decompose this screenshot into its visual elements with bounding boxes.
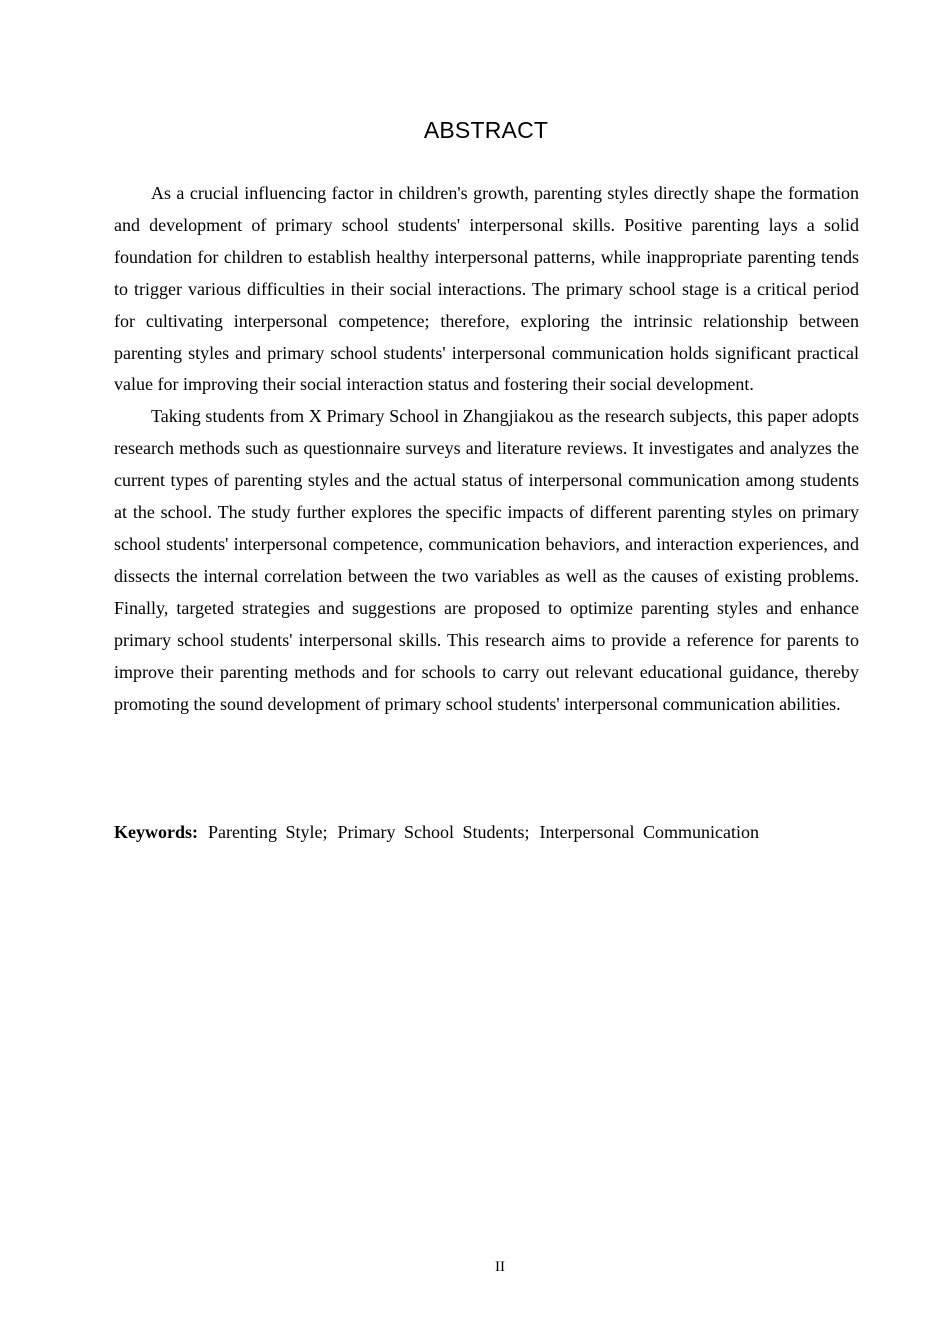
keyword-separator: ; [524,822,530,842]
abstract-body [114,178,859,720]
abstract-paragraph-1: As a crucial influencing factor in children's growth, parenting styles directly shape the formation and development of primary school students' interpersonal skills. Positive parenting lays a solid foundation for children to establish healthy interpersonal patterns, while inappropriate parenting tends to trigger various difficulties in their social interactions. The primary school stage is a critical period for cultivating interpersonal competence; therefore, exploring the intrinsic relationship between parenting styles and primary school students' interpersonal communication holds significant practical value for improving their social interaction status and fostering their social development. [114,183,859,395]
keywords-label: Keywords: [114,822,198,842]
keyword-item: Primary School Students [337,822,525,842]
keyword-item: Interpersonal Communication [539,822,759,842]
keywords-line [114,816,859,848]
keyword-separator: ; [322,822,328,842]
abstract-title: ABSTRACT [423,117,549,143]
abstract-paragraph-2: Taking students from X Primary School in Zhangjiakou as the research subjects, this paper adopts research methods such as questionnaire surveys and literature reviews. It investigates and analyzes the current types of parenting styles and the actual status of interpersonal communication among students at the school. The study further explores the specific impacts of different parenting styles on primary school students' interpersonal competence, communication behaviors, and interaction experiences, and dissects the internal correlation between the two variables as well as the causes of existing problems. Finally, targeted strategies and suggestions are proposed to optimize parenting styles and enhance primary school students' interpersonal skills. This research aims to provide a reference for parents to improve their parenting methods and for schools to carry out relevant educational guidance, thereby promoting the sound development of primary school students' interpersonal communication abilities. [114,406,859,714]
page-number: II [495,1259,505,1275]
keyword-item: Parenting Style [208,822,323,842]
